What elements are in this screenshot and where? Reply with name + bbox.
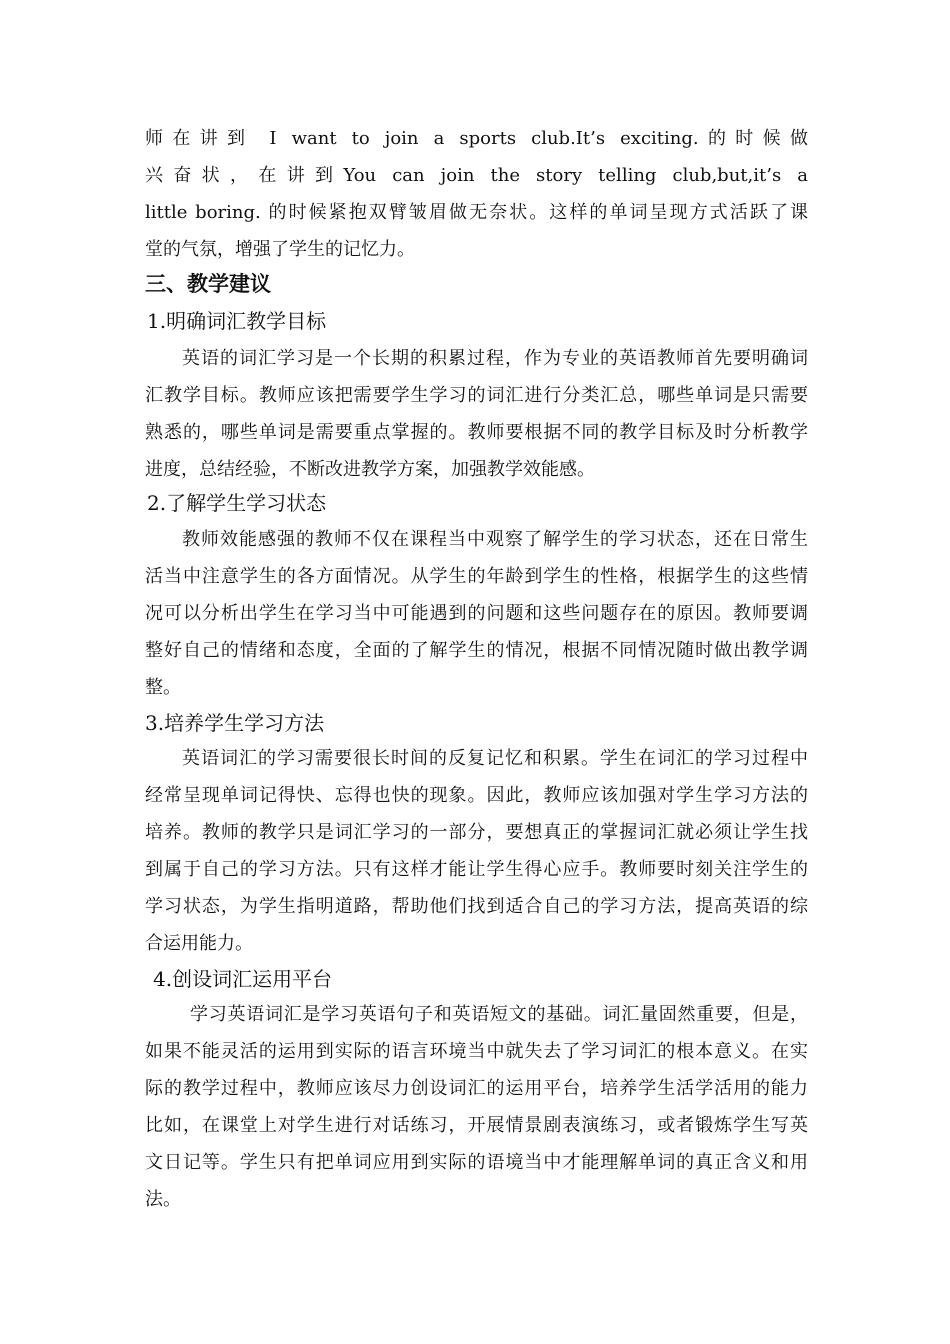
paragraph-line: 活当中注意学生的各方面情况。从学生的年龄到学生的性格，根据学生的这些情: [145, 566, 808, 587]
subsection-heading: 2.了解学生学习状态: [147, 491, 327, 515]
paragraph-line: 法。: [145, 1189, 181, 1210]
paragraph-line: 英语的词汇学习是一个长期的积累过程，作为专业的英语教师首先要明确词: [182, 348, 808, 369]
paragraph-line: 文日记等。学生只有把单词应用到实际的语境当中才能理解单词的真正含义和用: [145, 1152, 808, 1173]
paragraph-line: 到属于自己的学习方法。只有这样才能让学生得心应手。教师要时刻关注学生的: [145, 859, 808, 880]
paragraph-line: little boring. 的时候紧抱双臂皱眉做无奈状。这样的单词呈现方式活跃了课: [145, 202, 808, 223]
subsection-heading: 4.创设词汇运用平台: [153, 967, 333, 991]
paragraph-line: 师在讲到 I want to join a sports club.It’s exciting.的时候做: [145, 128, 808, 149]
paragraph-line: 整好自己的情绪和态度，全面的了解学生的情况，根据不同情况随时做出教学调: [145, 640, 808, 661]
paragraph-line: 堂的气氛，增强了学生的记忆力。: [145, 239, 415, 260]
paragraph-line: 进度，总结经验，不断改进教学方案，加强教学效能感。: [145, 459, 595, 480]
paragraph-line: 况可以分析出学生在学习当中可能遇到的问题和这些问题存在的原因。教师要调: [145, 603, 808, 624]
paragraph-line: 学习英语词汇是学习英语句子和英语短文的基础。词汇量固然重要，但是，: [190, 1004, 808, 1025]
paragraph-line: 熟悉的，哪些单词是需要重点掌握的。教师要根据不同的教学目标及时分析教学: [145, 422, 808, 443]
paragraph-line: 英语词汇的学习需要很长时间的反复记忆和积累。学生在词汇的学习过程中: [182, 748, 808, 769]
paragraph-line: 比如，在课堂上对学生进行对话练习，开展情景剧表演练习，或者锻炼学生写英: [145, 1115, 808, 1136]
paragraph-line: 整。: [145, 677, 181, 698]
subsection-heading: 3.培养学生学习方法: [145, 711, 325, 735]
paragraph-line: 学习状态，为学生指明道路，帮助他们找到适合自己的学习方法，提高英语的综: [145, 896, 808, 917]
subsection-heading: 1.明确词汇教学目标: [147, 309, 327, 333]
paragraph-line: 经常呈现单词记得快、忘得也快的现象。因此，教师应该加强对学生学习方法的: [145, 785, 808, 806]
paragraph-line: 际的教学过程中，教师应该尽力创设词汇的运用平台，培养学生活学活用的能力: [145, 1078, 808, 1099]
paragraph-line: 兴奋状，在讲到You can join the story telling club,but,it’s a: [145, 165, 808, 186]
paragraph-line: 汇教学目标。教师应该把需要学生学习的词汇进行分类汇总，哪些单词是只需要: [145, 385, 808, 406]
section-title: 三、教学建议: [145, 271, 271, 296]
paragraph-line: 教师效能感强的教师不仅在课程当中观察了解学生的学习状态，还在日常生: [182, 529, 808, 550]
paragraph-line: 合运用能力。: [145, 933, 253, 954]
paragraph-line: 如果不能灵活的运用到实际的语言环境当中就失去了学习词汇的根本意义。在实: [145, 1041, 808, 1062]
paragraph-line: 培养。教师的教学只是词汇学习的一部分，要想真正的掌握词汇就必须让学生找: [145, 822, 808, 843]
